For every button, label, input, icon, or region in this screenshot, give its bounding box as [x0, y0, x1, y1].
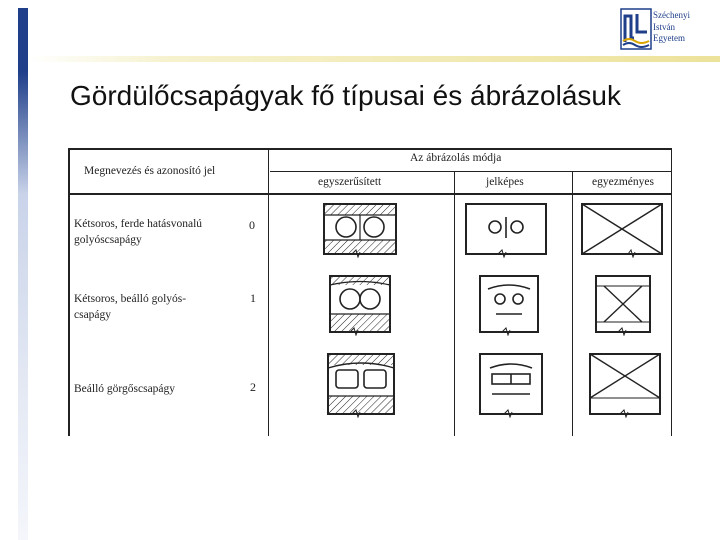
university-name-line1: Széchenyi — [653, 10, 690, 20]
table-left-border — [68, 148, 70, 436]
row-3-symbolic-drawing — [476, 352, 548, 418]
header-representation-mode: Az ábrázolás módja — [410, 152, 502, 164]
row-2-simplified-drawing — [328, 274, 394, 336]
header-rule — [28, 56, 720, 62]
row-1-conventional-drawing — [580, 202, 666, 258]
column-divider-2 — [454, 171, 455, 436]
row-1-simplified-drawing — [322, 202, 400, 258]
row-2-id: 1 — [250, 291, 256, 305]
left-accent-bar — [18, 8, 28, 540]
column-header-conventional: egyezményes — [592, 176, 654, 188]
bearing-table — [66, 140, 678, 440]
row-3-id: 2 — [250, 380, 256, 394]
header-name-and-id: Megnevezés és azonosító jel — [84, 165, 216, 177]
row-1-name-line1: Kétsoros, ferde hatásvonalú — [74, 218, 203, 230]
table-top-border — [68, 148, 672, 150]
university-logo-icon — [620, 8, 652, 50]
row-2-symbolic-drawing — [476, 274, 542, 336]
column-divider-3 — [572, 171, 573, 436]
slide-title: Gördülőcsapágyak fő típusai és ábrázolásuk — [70, 80, 621, 111]
row-1-symbolic-drawing — [462, 202, 550, 258]
row-2-name-line1: Kétsoros, beálló golyós- — [74, 293, 187, 305]
column-header-symbolic: jelképes — [486, 176, 524, 188]
university-name — [653, 10, 690, 45]
row-1-name-line2: golyóscsapágy — [74, 234, 142, 246]
row-2-conventional-drawing — [592, 274, 654, 336]
row-3-name-line1: Beálló görgőscsapágy — [74, 383, 176, 395]
row-3-conventional-drawing — [586, 352, 666, 418]
row-3-simplified-drawing — [326, 352, 398, 418]
column-divider-1 — [268, 148, 269, 436]
university-logo — [620, 8, 720, 54]
university-name-line3: Egyetem — [653, 33, 685, 43]
row-1-id: 0 — [249, 218, 255, 232]
row-2-name-line2: csapágy — [74, 309, 112, 321]
university-name-line2: István — [653, 21, 675, 32]
table-right-border — [671, 148, 672, 436]
column-header-simplified: egyszerűsített — [318, 176, 382, 188]
header-bottom-border — [68, 193, 672, 195]
header-divider — [270, 171, 672, 172]
